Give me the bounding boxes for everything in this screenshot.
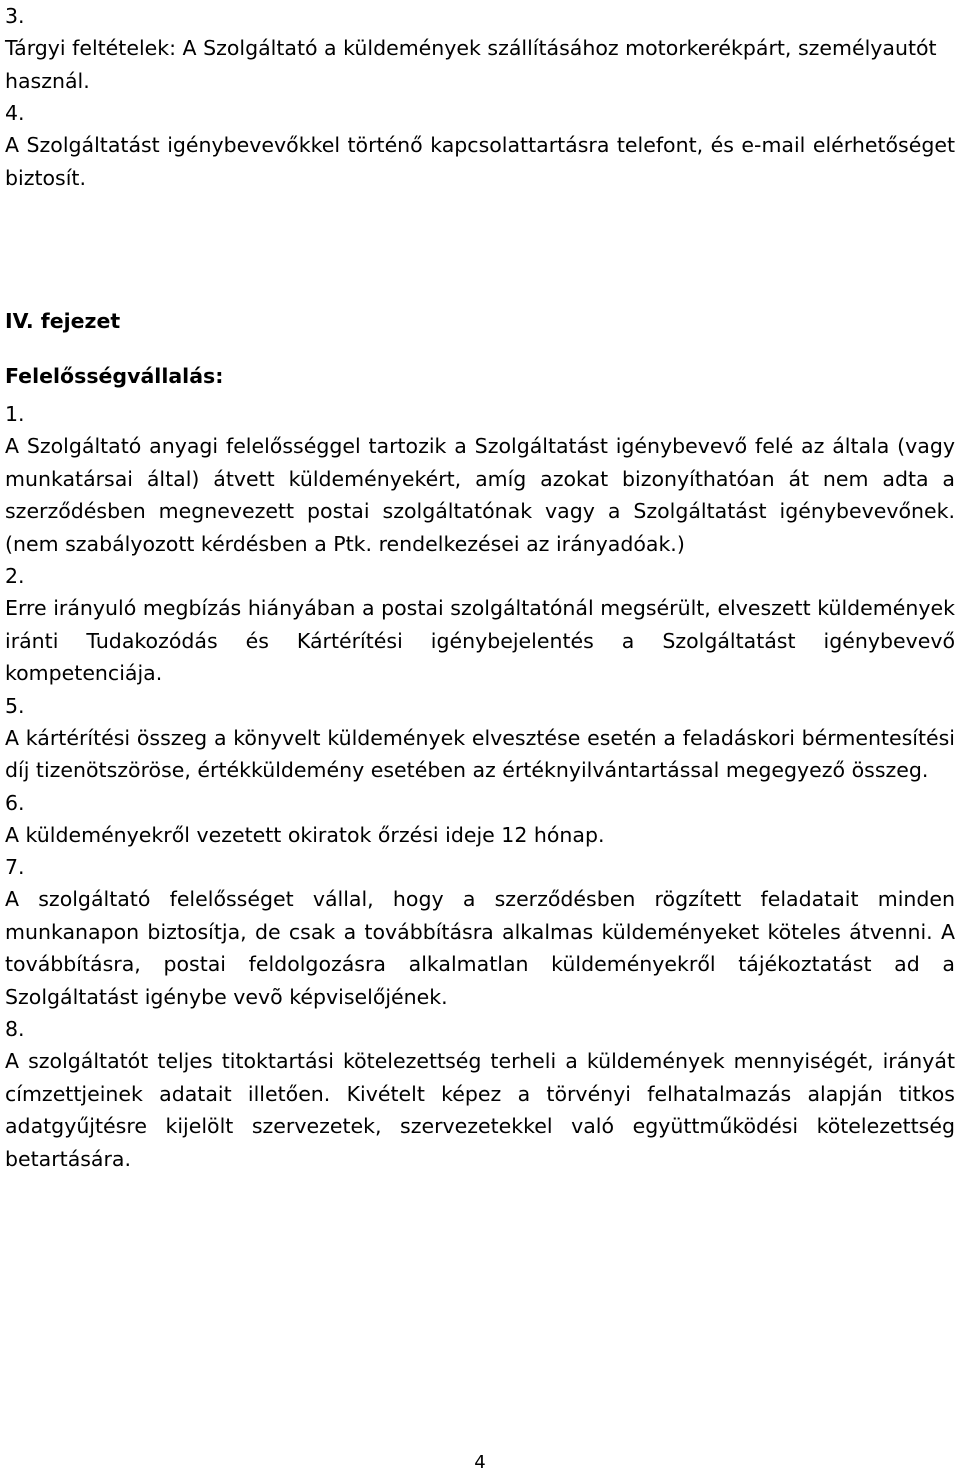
item-text: Tárgyi feltételek: A Szolgáltató a küldemények szállításához motorkerékpárt, személyautót	[5, 36, 937, 60]
spacer	[5, 194, 955, 290]
item-text: A kártérítési összeg a könyvelt küldemények elvesztése esetén a feladáskori bérmentesítési díj tizenötszöröse, értékküldemény esetében az értéknyilvántartással megegyező összeg.	[5, 725, 955, 782]
item-number: 3.	[5, 4, 25, 28]
spacer	[5, 337, 955, 360]
item-number: 8.	[5, 1017, 25, 1041]
item-text: használ.	[5, 68, 90, 93]
item-number: 2.	[5, 564, 25, 588]
list-item	[5, 398, 955, 560]
item-text: A küldeményekről vezetett okiratok őrzési ideje 12 hónap.	[5, 822, 605, 847]
list-item	[5, 1013, 955, 1175]
chapter-title: IV. fejezet	[5, 309, 121, 333]
document-page	[5, 0, 955, 1175]
item-text: A szolgáltató felelősséget vállal, hogy a szerződésben rögzített feladatait minden munkanapon biztosítja, de csak a továbbításra alkalmas küldeményeket köteles átvenni. A továbbításra, postai feldolgozásra alkalmatlan küldeményekről tájékoztatást ad a Szolgáltatást igénybe vevõ képviselőjének.	[5, 887, 955, 1009]
liability-items	[5, 398, 955, 1175]
list-item	[5, 560, 955, 690]
item-number: 1.	[5, 402, 25, 426]
item-text: A Szolgáltatást igénybevevőkkel történő kapcsolattartásra telefont, és e-mail elérhetőséget biztosít.	[5, 133, 955, 190]
chapter-subtitle: Felelősségvállalás:	[5, 364, 224, 388]
item-number: 6.	[5, 790, 25, 815]
item-number: 4.	[5, 101, 25, 125]
page-number: 4	[474, 1452, 486, 1473]
item-number: 7.	[5, 855, 25, 879]
top-section	[5, 0, 955, 194]
list-item	[5, 851, 955, 1013]
item-text: A szolgáltatót teljes titoktartási kötelezettség terheli a küldemények mennyiségét, irányát címzettjeinek adatait illetően. Kivételt képez a törvényi felhatalmazás alapján titkos adatgyűjtésre kijelölt szervezetek, szervezetekkel való együttműködési kötelezettség betartására.	[5, 1049, 955, 1171]
list-item	[5, 690, 955, 787]
item-text: A Szolgáltató anyagi felelősséggel tartozik a Szolgáltatást igénybevevő felé az általa (vagy munkatársai által) átvett küldeményekért, amíg azokat bizonyíthatóan át nem adta a szerződésben megnevezett postai szolgáltatónak vagy a Szolgáltatást igénybevevőnek. (nem szabályozott kérdésben a Ptk. rendelkezései az irányadóak.)	[5, 434, 955, 556]
list-item	[5, 787, 955, 852]
item-text: Erre irányuló megbízás hiányában a postai szolgáltatónál megsérült, elveszett küldemények iránti Tudakozódás és Kártérítési igénybejelentés a Szolgáltatást igénybevevő kompetenciája.	[5, 596, 955, 685]
item-number: 5.	[5, 693, 25, 718]
